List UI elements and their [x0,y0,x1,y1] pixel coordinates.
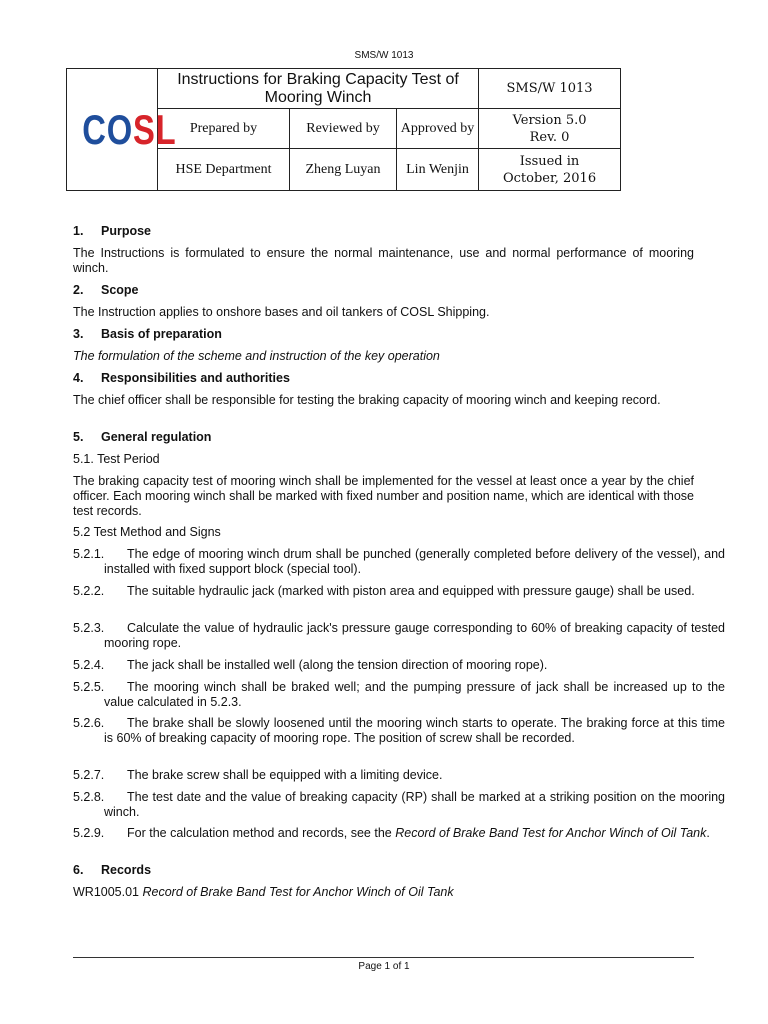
list-item: 5.2.6. The brake shall be slowly loosened until the mooring winch starts to operate. The braking force at this time is 60% of breaking capacity of mooring rope. The position of screw shall be recorded. [73,716,725,745]
footer-divider [73,957,694,958]
approved-by-value: Lin Wenjin [397,149,479,191]
approved-by-label: Approved by [397,109,479,149]
reviewed-by-label: Reviewed by [290,109,397,149]
header-table [66,68,621,191]
rev-text: Rev. 0 [529,129,570,145]
section-heading-records: 6. Records [73,863,152,877]
section-text-test-period: The braking capacity test of mooring winch shall be implemented for the vessel at least once a year by the chief officer. Each mooring winch shall be marked with fixed number and position name, which are identical with those test records. [73,474,694,518]
section-heading-responsibilities: 4. Responsibilities and authorities [73,371,290,385]
prepared-by-value: HSE Department [158,149,290,191]
subsection-test-period: 5.1. Test Period [73,452,160,466]
logo-cell [67,69,177,191]
document-code-header: SMS/W 1013 [354,50,414,61]
page-number: Page 1 of 1 [358,961,410,972]
section-text-scope: The Instruction applies to onshore bases and oil tankers of COSL Shipping. [73,305,490,319]
section-text-purpose: The Instructions is formulated to ensure the normal maintenance, use and normal performance of mooring winch. [73,246,694,275]
list-item: 5.2.3. Calculate the value of hydraulic jack's pressure gauge corresponding to 60% of breaking capacity of tested mooring rope. [73,621,725,650]
section-text-responsibilities: The chief officer shall be responsible for testing the braking capacity of mooring winch and keeping record. [73,393,661,407]
list-item: 5.2.5. The mooring winch shall be braked well; and the pumping pressure of jack shall be increased up to the value calculated in 5.2.3. [73,680,725,709]
prepared-by-label: Prepared by [158,109,290,149]
document-title: Instructions for Braking Capacity Test of Mooring Winch [158,69,479,109]
subsection-test-method: 5.2 Test Method and Signs [73,525,221,539]
section-heading-basis: 3. Basis of preparation [73,327,222,341]
list-item: 5.2.7. The brake screw shall be equipped with a limiting device. [73,768,443,782]
issued-label: Issued in [519,153,580,169]
version-text: Version 5.0 [512,112,587,128]
reviewed-by-value: Zheng Luyan [290,149,397,191]
section-text-basis: The formulation of the scheme and instruction of the key operation [73,349,440,363]
list-item: 5.2.4. The jack shall be installed well (along the tension direction of mooring rope). [73,658,548,672]
section-heading-general-regulation: 5. General regulation [73,430,212,444]
section-heading-scope: 2. Scope [73,283,139,297]
code-cell: SMS/W 1013 [479,69,621,109]
list-item: 5.2.9. For the calculation method and records, see the Record of Brake Band Test for Anchor Winch of Oil Tank. [73,826,710,840]
cosl-logo: COSL [82,105,177,153]
section-heading-purpose: 1. Purpose [73,224,152,238]
list-item: 5.2.8. The test date and the value of breaking capacity (RP) shall be marked at a striking position on the mooring winch. [73,790,725,819]
version-cell [479,109,621,149]
section-text-records: WR1005.01 Record of Brake Band Test for Anchor Winch of Oil Tank [73,885,454,899]
list-item: 5.2.2. The suitable hydraulic jack (marked with piston area and equipped with pressure gauge) shall be used. [73,584,695,598]
list-item: 5.2.1. The edge of mooring winch drum shall be punched (generally completed before delivery of the vessel), and installed with fixed support block (special tool). [73,547,725,576]
issued-cell [479,149,621,191]
issued-date: October, 2016 [502,170,597,186]
